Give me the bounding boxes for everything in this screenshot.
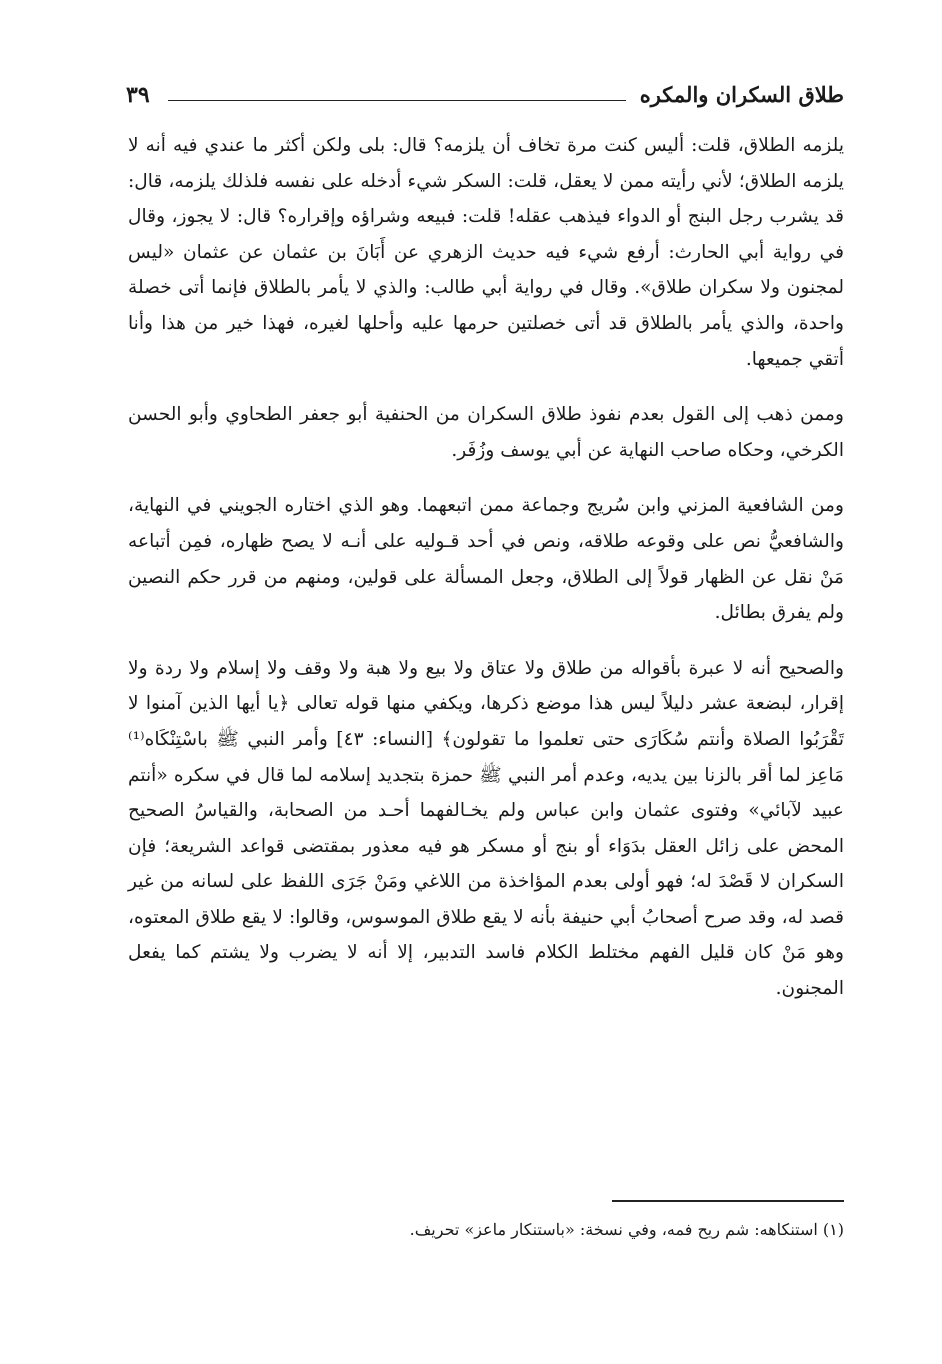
paragraph-4: والصحيح أنه لا عبرة بأقواله من طلاق ولا عتاق ولا بيع ولا هبة ولا وقف ولا إسلام ولا ردة ولا إقرار، لبضعة عشر دليلاً ليس هذا موضع ذكرها، ويكفي منها قوله تعالى ﴿يا أيها الذين آمنوا لا تَقْرَبُوا الصلاة وأنتم سُكَارَى حتى تعلموا ما تقولون﴾ [النساء: ٤٣] وأمر النبي ﷺ باسْتِنْكَاه⁽¹⁾ مَاعِز لما أقر بالزنا بين يديه، وعدم أمر النبي ﷺ حمزة بتجديد إسلامه لما قال في سكره «أنتم عبيد لآبائي» وفتوى عثمان وابن عباس ولم يخـالفهما أحـد من الصحابة، والقياسُ الصحيح المحض على زائل العقل بدَوَاء أو بنج أو مسكر هو فيه معذور بمقتضى قواعد الشريعة؛ فإن السكران لا قَصْدَ له؛ فهو أولى بعدم المؤاخذة من اللاغي ومَنْ جَرَى اللفظ على لسانه من غير قصد له، وقد صرح أصحابُ أبي حنيفة بأنه لا يقع طلاق الموسوس، وقالوا: لا يقع طلاق المعتوه، وهو مَنْ كان قليل الفهم مختلط الكلام فاسد التدبير، إلا أنه لا يضرب ولا يشتم كما يفعل المجنون. [128,657,845,1000]
paragraph-3: ومن الشافعية المزني وابن سُريج وجماعة ممن اتبعهما. وهو الذي اختاره الجويني في النهاية، والشافعيُّ نص على وقوعه طلاقه، ونص في أحد قـوليه على أنـه لا يصح ظهاره، فمِن أتباعه مَنْ نقل عن الظهار قولاً إلى الطلاق، وجعل المسألة على قولين، ومنهم من قرر حكم النصين ولم يفرق بطائل. [128,495,844,624]
paragraph-1: يلزمه الطلاق، قلت: أليس كنت مرة تخاف أن يلزمه؟ قال: بلى ولكن أكثر ما عندي فيه أنه لا يلزمه الطلاق؛ لأني رأيته ممن لا يعقل، قلت: السكر شيء أدخله على نفسه فلذلك يلزمه، قال: قد يشرب رجل البنج أو الدواء فيذهب عقله! قلت: فبيعه وشراؤه وإقراره؟ قال: لا يجوز، وقال في رواية أبي الحارث: أرفع شيء فيه حديث الزهري عن أَبَانَ بن عثمان عن عثمان «ليس لمجنون ولا سكران طلاق». وقال في رواية أبي طالب: والذي لا يأمر بالطلاق فإنما أتى خصلة واحدة، والذي يأمر بالطلاق قد أتى خصلتين حرمها عليه وأحلها لغيره، فهذا خير من هذا وأنا أتقي جميعها. [128,135,844,370]
footnote: (١) استنكاهه: شم ريح فمه، وفي نسخة: «باستنكار ماعز» تحريف. [409,1220,844,1239]
page-number: ٣٩ [126,82,150,108]
footnote-rule [612,1200,844,1202]
running-title: طلاق السكران والمكره [639,82,844,107]
paragraph-2: وممن ذهب إلى القول بعدم نفوذ طلاق السكران من الحنفية أبو جعفر الطحاوي وأبو الحسن الكرخي، وحكاه صاحب النهاية عن أبي يوسف وزُفَر. [128,404,844,461]
page-header [126,78,844,114]
header-rule [168,100,626,101]
body-text [128,128,844,1027]
